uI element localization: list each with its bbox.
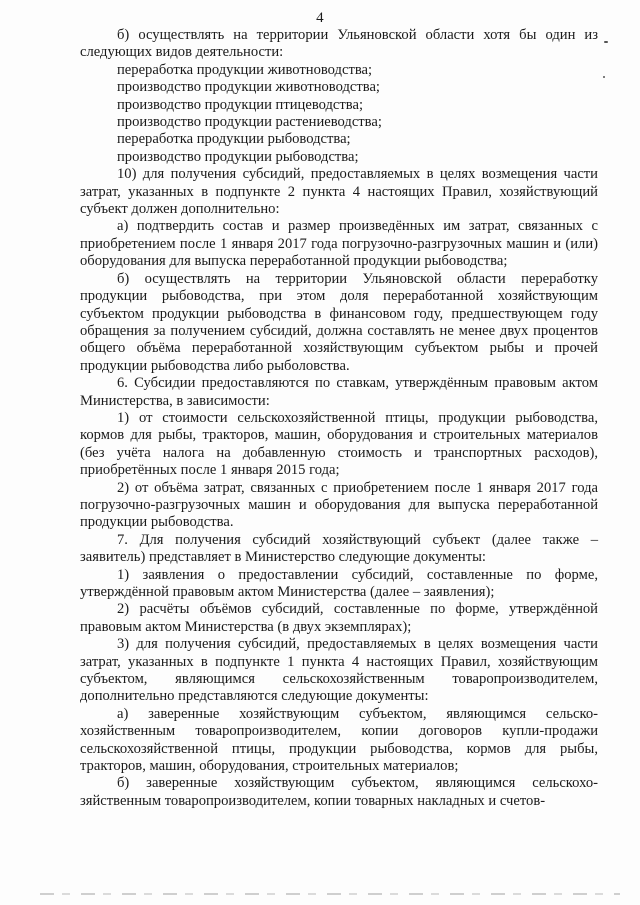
list-item: переработка продукции животноводства;: [117, 61, 373, 78]
paragraph: 7. Для получения субсидий хозяйствующий субъект (далее также – заявитель) представляет в Министерство следующие документы:: [80, 531, 598, 566]
paragraph: 3) для получения субсидий, предоставляемых в целях возмещения части затрат, указанных в подпункте 1 пункта 4 настоящих Правил, хозяйствующим субъектом, являющимся сельскохозяйственным товаропроизводителем, дополнительно представляются следующие документы:: [80, 636, 598, 705]
paragraph: 1) заявления о предоставлении субсидий, составленные по форме, утверждённой правовым актом Министерства (далее – заявления);: [80, 566, 598, 600]
list-item: переработка продукции рыбоводства;: [117, 131, 351, 148]
list-item: производство продукции птицеводства;: [117, 96, 363, 113]
paragraph: 2) расчёты объёмов субсидий, составленные по форме, утверждённой правовым актом Министерства (в двух экземплярах);: [80, 601, 598, 635]
paragraph: 6. Субсидии предоставляются по ставкам, утверждённым правовым актом Министерства, в зависимости:: [80, 375, 598, 409]
paragraph: а) заверенные хозяйствующим субъектом, являющимся сельско-хозяйственным товаропроизводителем, копии договоров купли-продажи сельскохозяйственной птицы, продукции рыбоводства, кормов для рыбы, тракторов, машин, оборудования, строительных материалов;: [80, 705, 598, 775]
list-item: производство продукции животноводства;: [117, 79, 380, 96]
paragraph: б) осуществлять на территории Ульяновской области переработку продукции рыбоводства, при этом доля переработанной хозяйствующим субъектом продукции рыбоводства в финансовом году, предшествующем году обращения за получением субсидий, должна составлять не менее двух процентов общего объёма переработанной хозяйствующим субъектом рыбы и прочей продукции рыбоводства либо рыболовства.: [80, 270, 598, 374]
scan-speck: [604, 41, 608, 43]
scan-speck: [603, 76, 605, 78]
list-item: производство продукции растениеводства;: [117, 114, 382, 131]
scan-edge-noise: [40, 893, 620, 895]
paragraph: а) подтвердить состав и размер произведённых им затрат, связанных с приобретением после 1 января 2017 года погрузочно-разгрузочных машин и (или) оборудования для выпуска переработанной продукции рыбоводства;: [80, 218, 598, 270]
document-body: [80, 27, 598, 810]
paragraph: 2) от объёма затрат, связанных с приобретением после 1 января 2017 года погрузочно-разгрузочных машин и оборудования для выпуска переработанной продукции рыбоводства.: [80, 479, 598, 531]
page-number: 4: [316, 10, 324, 26]
paragraph: б) заверенные хозяйствующим субъектом, являющимся сельскохо-зяйственным товаропроизводителем, копии товарных накладных и счетов-: [80, 775, 598, 809]
paragraph: б) осуществлять на территории Ульяновской области хотя бы один из следующих видов деятельности:: [80, 27, 598, 61]
paragraph: 10) для получения субсидий, предоставляемых в целях возмещения части затрат, указанных в подпункте 2 пункта 4 настоящих Правил, хозяйствующий субъект должен дополнительно:: [80, 166, 598, 218]
paragraph: 1) от стоимости сельскохозяйственной птицы, продукции рыбоводства, кормов для рыбы, тракторов, машин, оборудования и строительных материалов (без учёта налога на добавленную стоимость и транспортных расходов), приобретённых после 1 января 2015 года;: [80, 409, 598, 479]
list-item: производство продукции рыбоводства;: [117, 148, 359, 165]
